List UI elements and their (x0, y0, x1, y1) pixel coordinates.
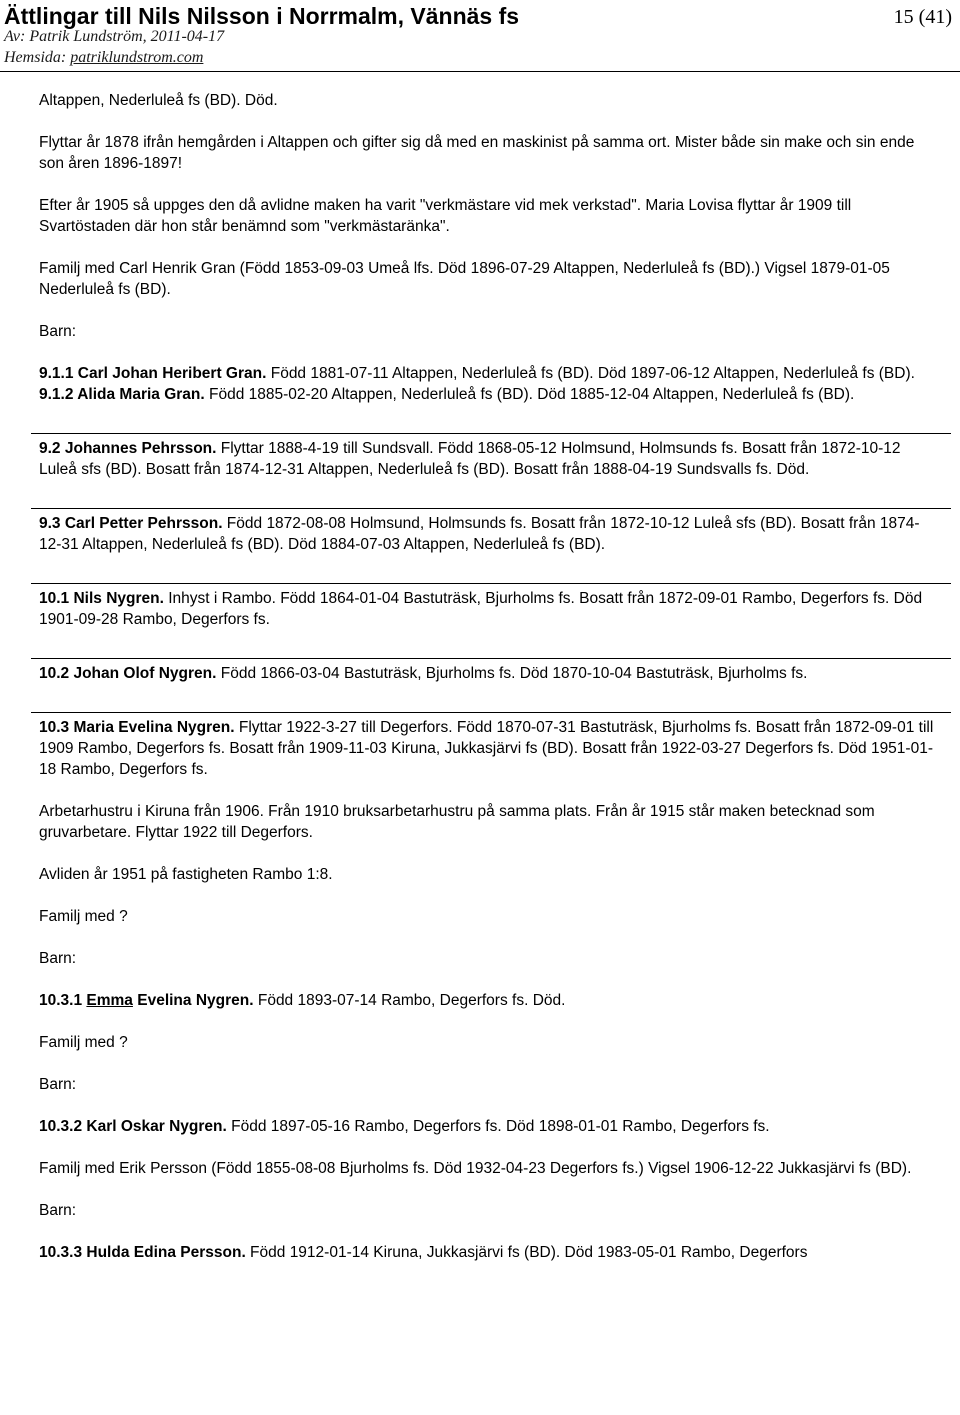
person-details: Flyttar 1888-4-19 till Sundsvall. Född 1868-05-12 Holmsund, Holmsunds fs. Bosatt från 1872-10-12 Luleå sfs (BD). Bosatt från 1874-12-31 Altappen, Nederluleå fs (BD). Bosatt från 1888-04-19 Sundsvalls fs. Död. (39, 440, 901, 478)
child-name-rest: Evelina Nygren. (132, 992, 254, 1009)
child-details: Född 1881-07-11 Altappen, Nederluleå fs (BD). Död 1897-06-12 Altappen, Nederluleå fs (BD). (266, 365, 915, 382)
note-paragraph: Avliden år 1951 på fastigheten Rambo 1:8. (39, 866, 333, 883)
person-name: 10.3 Maria Evelina Nygren. (39, 719, 235, 736)
header-divider (0, 71, 960, 72)
entry-divider (31, 433, 951, 434)
person-details: Flyttar 1922-3-27 till Degerfors. Född 1870-07-31 Bastuträsk, Bjurholms fs. Bosatt från 1872-09-01 till 1909 Rambo, Degerfors fs. Bosatt från 1909-11-03 Kiruna, Jukkasjärvi fs (BD). Bosatt från 1922-03-27 Degerfors fs. Död 1951-01-18 Rambo, Degerfors fs. (39, 719, 934, 778)
website-label: Hemsida: (4, 49, 71, 66)
entry-divider (31, 508, 951, 509)
child-name: 9.1.1 Carl Johan Heribert Gran. (39, 365, 267, 382)
child-details: Född 1893-07-14 Rambo, Degerfors fs. Död. (253, 992, 566, 1009)
child-name: 9.1.2 Alida Maria Gran. (39, 386, 205, 403)
person-paragraph (39, 663, 939, 684)
entry-divider (31, 658, 951, 659)
child-name: 10.3.3 Hulda Edina Persson. (39, 1244, 246, 1261)
person-details: Född 1872-08-08 Holmsund, Holmsunds fs. Bosatt från 1872-10-12 Luleå sfs (BD). Bosatt från 1874-12-31 Altappen, Nederluleå fs (BD). Död 1884-07-03 Altappen, Nederluleå fs (BD). (39, 515, 920, 553)
document-title: Ättlingar till Nils Nilsson i Norrmalm, Vännäs fs (4, 3, 520, 29)
note-paragraph: Arbetarhustru i Kiruna från 1906. Från 1910 bruksarbetarhustru på samma plats. Från år 1915 står maken betecknad som gruvarbetare. Flyttar 1922 till Degerfors. (39, 803, 875, 841)
underlined-given-name: Emma (86, 992, 133, 1009)
person-entry-9-3 (39, 508, 939, 555)
child-entry (39, 384, 939, 405)
family-paragraph: Familj med ? (39, 908, 128, 925)
person-name: 10.1 Nils Nygren. (39, 590, 164, 607)
child-entry (39, 1116, 939, 1137)
document-body (39, 90, 939, 1284)
children-label: Barn: (39, 1202, 77, 1219)
children-label: Barn: (39, 950, 77, 967)
paragraph: Flyttar år 1878 ifrån hemgården i Altappen och gifter sig då med en maskinist på samma ort. Mister både sin make och sin ende son åren 1896-1897! (39, 134, 915, 172)
paragraph: Efter år 1905 så uppges den då avlidne maken ha varit "verkmästare vid mek verkstad". Maria Lovisa flyttar år 1909 till Svartöstaden där hon står benämnd som "verkmästaränka". (39, 197, 852, 235)
person-entry-10-3 (39, 712, 939, 1263)
child-name: 10.3.2 Karl Oskar Nygren. (39, 1118, 227, 1135)
child-number: 10.3.1 (39, 992, 87, 1009)
person-name: 9.3 Carl Petter Pehrsson. (39, 515, 223, 532)
person-entry-10-2 (39, 658, 939, 684)
entry-divider (31, 583, 951, 584)
child-details: Född 1885-02-20 Altappen, Nederluleå fs (BD). Död 1885-12-04 Altappen, Nederluleå fs (BD). (204, 386, 855, 403)
family-paragraph: Familj med Carl Henrik Gran (Född 1853-09-03 Umeå lfs. Död 1896-07-29 Altappen, Nederluleå fs (BD).) Vigsel 1879-01-05 Nederluleå fs (BD). (39, 260, 890, 298)
website-link[interactable]: patriklundstrom.com (70, 49, 204, 66)
person-name: 9.2 Johannes Pehrsson. (39, 440, 217, 457)
child-details: Född 1897-05-16 Rambo, Degerfors fs. Död 1898-01-01 Rambo, Degerfors fs. (226, 1118, 770, 1135)
person-paragraph (39, 513, 939, 555)
person-entry-9-2 (39, 433, 939, 480)
paragraph: Altappen, Nederluleå fs (BD). Död. (39, 92, 278, 109)
child-entry (39, 990, 939, 1011)
child-entry (39, 1242, 939, 1263)
children-label: Barn: (39, 1076, 77, 1093)
child-name (39, 992, 254, 1009)
child-entry (39, 363, 939, 384)
family-paragraph: Familj med Erik Persson (Född 1855-08-08 Bjurholms fs. Död 1932-04-23 Degerfors fs.) Vigsel 1906-12-22 Jukkasjärvi fs (BD). (39, 1160, 912, 1177)
person-paragraph (39, 588, 939, 630)
person-details: Inhyst i Rambo. Född 1864-01-04 Bastuträsk, Bjurholms fs. Bosatt från 1872-09-01 Rambo, Degerfors fs. Död 1901-09-28 Rambo, Degerfors fs. (39, 590, 923, 628)
page-header (0, 0, 960, 72)
person-entry-10-1 (39, 583, 939, 630)
person-paragraph (39, 438, 939, 480)
page-number: 15 (41) (893, 6, 952, 28)
family-paragraph: Familj med ? (39, 1034, 128, 1051)
person-details: Född 1866-03-04 Bastuträsk, Bjurholms fs. Död 1870-10-04 Bastuträsk, Bjurholms fs. (216, 665, 808, 682)
website-line (4, 48, 203, 68)
children-label: Barn: (39, 323, 77, 340)
person-paragraph (39, 717, 939, 780)
entry-divider (31, 712, 951, 713)
author-line: Av: Patrik Lundström, 2011-04-17 (4, 28, 225, 45)
person-name: 10.2 Johan Olof Nygren. (39, 665, 217, 682)
child-details: Född 1912-01-14 Kiruna, Jukkasjärvi fs (BD). Död 1983-05-01 Rambo, Degerfors (245, 1244, 808, 1261)
